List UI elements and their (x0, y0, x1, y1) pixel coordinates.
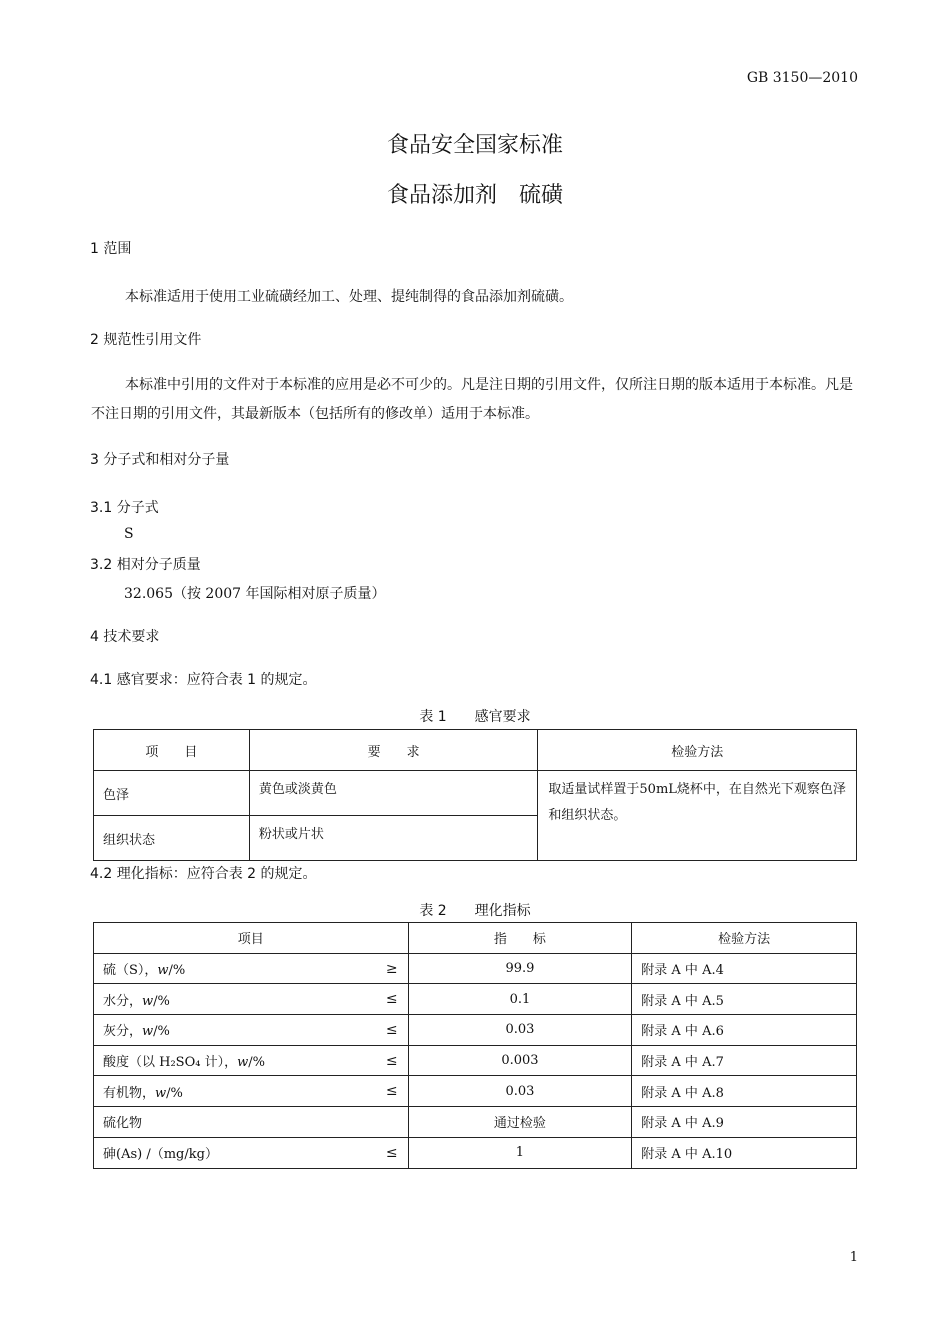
item-name: 有机物， (103, 1085, 156, 1101)
comparison-sign: ≤ (385, 1083, 398, 1100)
table-2-header-method: 检验方法 (632, 923, 857, 954)
molecular-formula: S (124, 526, 134, 542)
section-4-heading: 4 技术要求 (90, 629, 160, 645)
table-2-method-cell: 附录 A 中 A.9 (632, 1107, 857, 1138)
table-2-value-cell: 0.03 (408, 1015, 632, 1046)
table-1-caption: 表 1 感官要求 (419, 709, 531, 725)
table-2-caption: 表 2 理化指标 (419, 903, 531, 919)
unit-suffix: /% (248, 1055, 265, 1071)
item-name: 灰分， (103, 1024, 143, 1040)
table-2-item-cell (94, 953, 409, 984)
unit-suffix: /% (168, 963, 186, 979)
table-2-method-cell: 附录 A 中 A.10 (632, 1137, 857, 1168)
section-1-heading: 1 范围 (90, 241, 132, 257)
item-name: 砷(As) /（mg/kg） (103, 1147, 218, 1163)
table-row (94, 953, 857, 984)
table-1-row-item: 组织状态 (94, 816, 250, 861)
comparison-sign: ≥ (385, 960, 398, 977)
unit-variable: w (155, 1085, 167, 1101)
table-2-method-cell: 附录 A 中 A.8 (632, 1076, 857, 1107)
table-2-value-cell: 99.9 (408, 953, 632, 984)
document-subtitle: 食品添加剂 硫磺 (386, 183, 563, 208)
table-2-item-cell (94, 1107, 409, 1138)
item-name: 硫（S）， (103, 963, 158, 979)
table-2-value-cell: 0.03 (408, 1076, 632, 1107)
table-2-value-cell: 0.003 (408, 1045, 632, 1076)
table-row (94, 984, 857, 1015)
comparison-sign: ≤ (385, 1052, 398, 1069)
item-name: 硫化物 (103, 1116, 143, 1132)
molecular-weight: 32.065（按 2007 年国际相对原子质量） (124, 586, 386, 602)
table-2-method-cell: 附录 A 中 A.7 (632, 1045, 857, 1076)
table-row (94, 1137, 857, 1168)
table-row (94, 1076, 857, 1107)
table-2-header-indicator: 指 标 (408, 923, 632, 954)
table-1-header-requirement: 要 求 (249, 730, 538, 771)
table-1-header-item: 项 目 (94, 730, 250, 771)
table-1-header-method: 检验方法 (538, 730, 857, 771)
unit-suffix: /% (153, 1024, 170, 1040)
unit-variable: w (157, 963, 169, 979)
table-2-item-cell (94, 1137, 409, 1168)
comparison-sign: ≤ (385, 991, 398, 1008)
standard-code: GB 3150—2010 (746, 70, 858, 86)
comparison-sign: ≤ (385, 1144, 398, 1161)
physicochemical-indicators-table (93, 922, 857, 1169)
item-name: 水分， (103, 993, 143, 1009)
section-2-text: 本标准中引用的文件对于本标准的应用是必不可少的。凡是注日期的引用文件，仅所注日期的版本适用于本标准。凡是不注日期的引用文件，其最新版本（包括所有的修改单）适用于本标准。 (91, 377, 853, 422)
table-1-row-requirement: 粉状或片状 (249, 816, 538, 861)
page-number: 1 (849, 1250, 858, 1265)
table-row (94, 1107, 857, 1138)
unit-suffix: /% (166, 1085, 183, 1101)
section-4-1-heading: 4.1 感官要求：应符合表 1 的规定。 (90, 672, 317, 688)
section-3-heading: 3 分子式和相对分子量 (90, 452, 230, 468)
comparison-sign: ≤ (385, 1021, 398, 1038)
table-2-value-cell: 0.1 (408, 984, 632, 1015)
unit-suffix: /% (153, 993, 170, 1009)
table-2-method-cell: 附录 A 中 A.6 (632, 1015, 857, 1046)
table-2-item-cell (94, 984, 409, 1015)
unit-variable: w (142, 993, 154, 1009)
document-title: 食品安全国家标准 (386, 133, 563, 158)
table-2-value-cell: 1 (408, 1137, 632, 1168)
section-4-2-heading: 4.2 理化指标：应符合表 2 的规定。 (90, 866, 317, 882)
section-3-2-heading: 3.2 相对分子质量 (90, 557, 201, 573)
table-1-row-item: 色泽 (94, 771, 250, 816)
section-1-text: 本标准适用于使用工业硫磺经加工、处理、提纯制得的食品添加剂硫磺。 (125, 289, 573, 305)
table-1-row-requirement: 黄色或淡黄色 (249, 771, 538, 816)
section-3-1-heading: 3.1 分子式 (90, 500, 159, 516)
sensory-requirements-table (93, 729, 857, 861)
table-1-method: 取适量试样置于50mL烧杯中，在自然光下观察色泽和组织状态。 (538, 771, 857, 861)
table-2-method-cell: 附录 A 中 A.4 (632, 953, 857, 984)
table-2-item-cell (94, 1045, 409, 1076)
item-name: 酸度（以 H₂SO₄ 计）， (103, 1055, 238, 1071)
unit-variable: w (237, 1055, 249, 1071)
table-2-value-cell: 通过检验 (408, 1107, 632, 1138)
table-2-method-cell: 附录 A 中 A.5 (632, 984, 857, 1015)
table-2-item-cell (94, 1015, 409, 1046)
table-row (94, 1045, 857, 1076)
section-2-heading: 2 规范性引用文件 (90, 332, 202, 348)
table-row (94, 1015, 857, 1046)
unit-variable: w (142, 1024, 154, 1040)
table-2-item-cell (94, 1076, 409, 1107)
table-2-header-item: 项目 (94, 923, 409, 954)
